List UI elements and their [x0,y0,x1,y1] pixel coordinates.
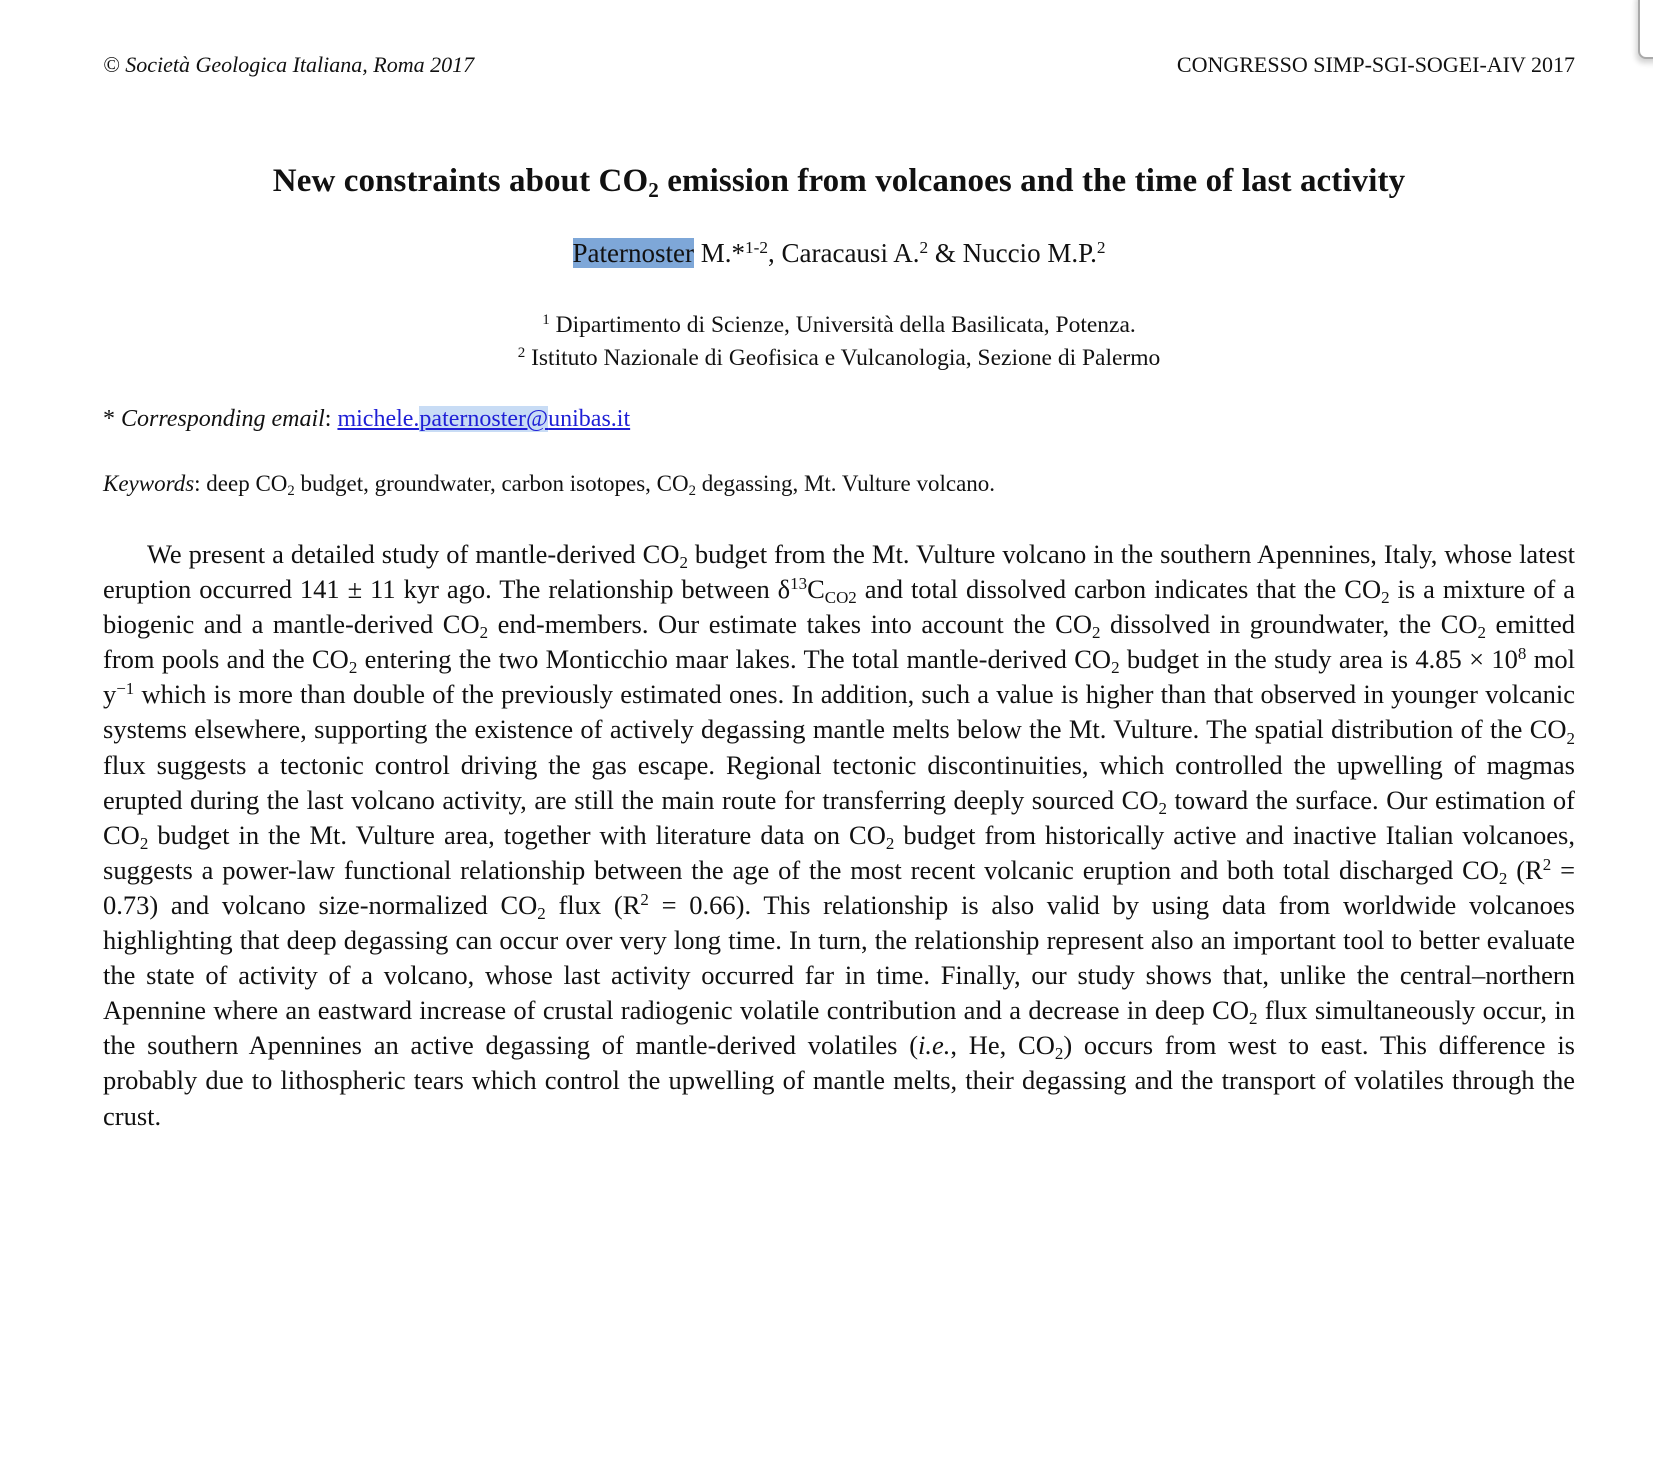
selected-author-surname[interactable]: Paternoster [572,238,694,268]
author-1-affiliation-ref: 1-2 [744,237,768,257]
subscript: 2 [1054,1044,1064,1064]
text: = 0.73) and volcano size-normalized CO [103,854,1576,920]
superscript: 8 [1517,643,1527,663]
keywords-text: degassing, Mt. Vulture volcano. [695,471,996,496]
paper-title [103,163,1575,203]
superscript: 13 [790,573,808,593]
email-link[interactable] [337,406,630,432]
subscript: 2 [479,623,489,643]
affiliation-number: 1 [542,311,550,328]
subscript: 2 [139,833,149,853]
subscript: 2 [1091,623,1101,643]
subscript: 2 [1477,623,1486,643]
copyright-header: © Società Geologica Italiana, Roma 2017 [103,52,475,77]
keywords-label: Keywords [103,471,195,496]
subscript: 2 [537,904,546,924]
superscript: 2 [1542,854,1552,874]
text: = 0.66). This relationship is also valid by using data from worldwide volcanoes highlighting that deep degassing can occur over very long time. In turn, the relationship represent also an important tool to better evaluate the state of activity of a volcano, whose last activity occurred far in time. Finally, our study shows that, unlike the central–northern Apennine where an eastward increase of crustal radiogenic volatile contribution and a decrease in deep CO [103,889,1575,1026]
abstract-body [103,537,1575,1134]
text: We present a detailed study of mantle-derived CO [147,539,680,569]
text: toward the surface. Our estimation of CO [103,784,1575,850]
author-3: & Nuccio M.P. [928,238,1097,268]
text: end-members. Our estimate takes into account the CO [488,609,1092,640]
affiliations [103,309,1575,375]
text: C [807,574,825,605]
email-colon: : [324,406,338,432]
text: ) occurs from west to east. This difference is probably due to lithospheric tears which control the upwelling of mantle melts, their degassing and the transport of volatiles through the crust. [103,1030,1575,1131]
superscript: −1 [116,679,135,699]
keywords-text: budget, groundwater, carbon isotopes, CO [294,471,689,496]
subscript: 2 [287,483,295,500]
floating-panel-edge[interactable] [1638,0,1653,59]
affiliation-1 [103,309,1575,342]
text: flux (R [545,889,641,920]
text: emitted from pools and the CO [103,609,1576,675]
title-subscript: 2 [648,178,659,203]
abstract-paragraph [103,537,1575,1134]
subscript: 2 [688,483,696,500]
text: dissolved in groundwater, the CO [1100,609,1478,640]
affiliation-text: Dipartimento di Scienze, Università della Basilicata, Potenza. [549,312,1136,338]
author-2-affiliation-ref: 2 [919,237,929,257]
email-link-text: unibas.it [548,406,631,432]
title-text: emission from volcanoes and the time of last activity [658,163,1406,199]
keywords-line [103,471,996,500]
subscript: CO2 [824,588,857,608]
subscript: 2 [1158,798,1167,818]
text: budget in the study area is 4.85 × 10 [1119,644,1518,675]
running-header [103,52,1575,82]
email-label: Corresponding email [121,406,325,432]
asterisk: * [103,406,121,432]
text: entering the two Monticchio maar lakes. The total mantle-derived CO [357,644,1112,675]
affiliation-2 [103,342,1575,375]
text: budget from the Mt. Vulture volcano in the southern Apennines, Italy, whose latest eruption occurred 141 ± 11 kyr ago. The relationship between δ [103,539,1575,605]
subscript: 2 [1381,588,1390,608]
subscript: 2 [885,833,895,853]
subscript: 2 [1249,1009,1258,1029]
author-2: , Caracausi A. [768,238,920,268]
text: budget in the Mt. Vulture area, together with literature data on CO [148,819,886,850]
text: mol y [103,644,1575,710]
email-link-text: michele. [337,406,420,432]
text: which is more than double of the previously estimated ones. In addition, such a value is higher than that observed in younger volcanic systems elsewhere, supporting the existence of actively degassing mantle melts below the Mt. Vulture. The spatial distribution of the CO [103,679,1575,745]
corresponding-email-line [103,406,630,433]
subscript: 2 [679,553,688,573]
text: (R [1507,854,1543,885]
subscript: 2 [1498,868,1508,888]
text: flux suggests a tectonic control driving the gas escape. Regional tectonic discontinuities, which controlled the upwelling of magmas erupted during the last volcano activity, are still the main route for transferring deeply sourced CO [103,749,1575,815]
title-text: New constraints about CO [272,163,649,199]
text: , He, CO [950,1030,1055,1061]
author-1: M.* [693,238,745,268]
keywords-text: : deep CO [194,471,288,496]
text: flux simultaneously occur, in the southern Apennines an active degassing of mantle-derived volatiles ( [103,995,1575,1061]
affiliation-text: Istituto Nazionale di Geofisica e Vulcanologia, Sezione di Palermo [525,345,1161,371]
author-3-affiliation-ref: 2 [1096,237,1106,257]
text: budget from historically active and inactive Italian volcanoes, suggests a power-law functional relationship between the age of the most recent volcanic eruption and both total discharged CO [103,819,1575,885]
italic-text: i.e. [918,1030,951,1061]
text: is a mixture of a biogenic and a mantle-derived CO [103,574,1576,640]
superscript: 2 [640,889,649,909]
author-list [103,238,1575,269]
subscript: 2 [348,658,358,678]
text: and total dissolved carbon indicates that the CO [856,574,1382,605]
email-link-selected-text: paternoster@ [419,406,549,432]
subscript: 2 [1111,658,1120,678]
affiliation-number: 2 [517,344,526,361]
congress-header: CONGRESSO SIMP-SGI-SOGEI-AIV 2017 [1176,52,1575,77]
subscript: 2 [1566,728,1575,748]
